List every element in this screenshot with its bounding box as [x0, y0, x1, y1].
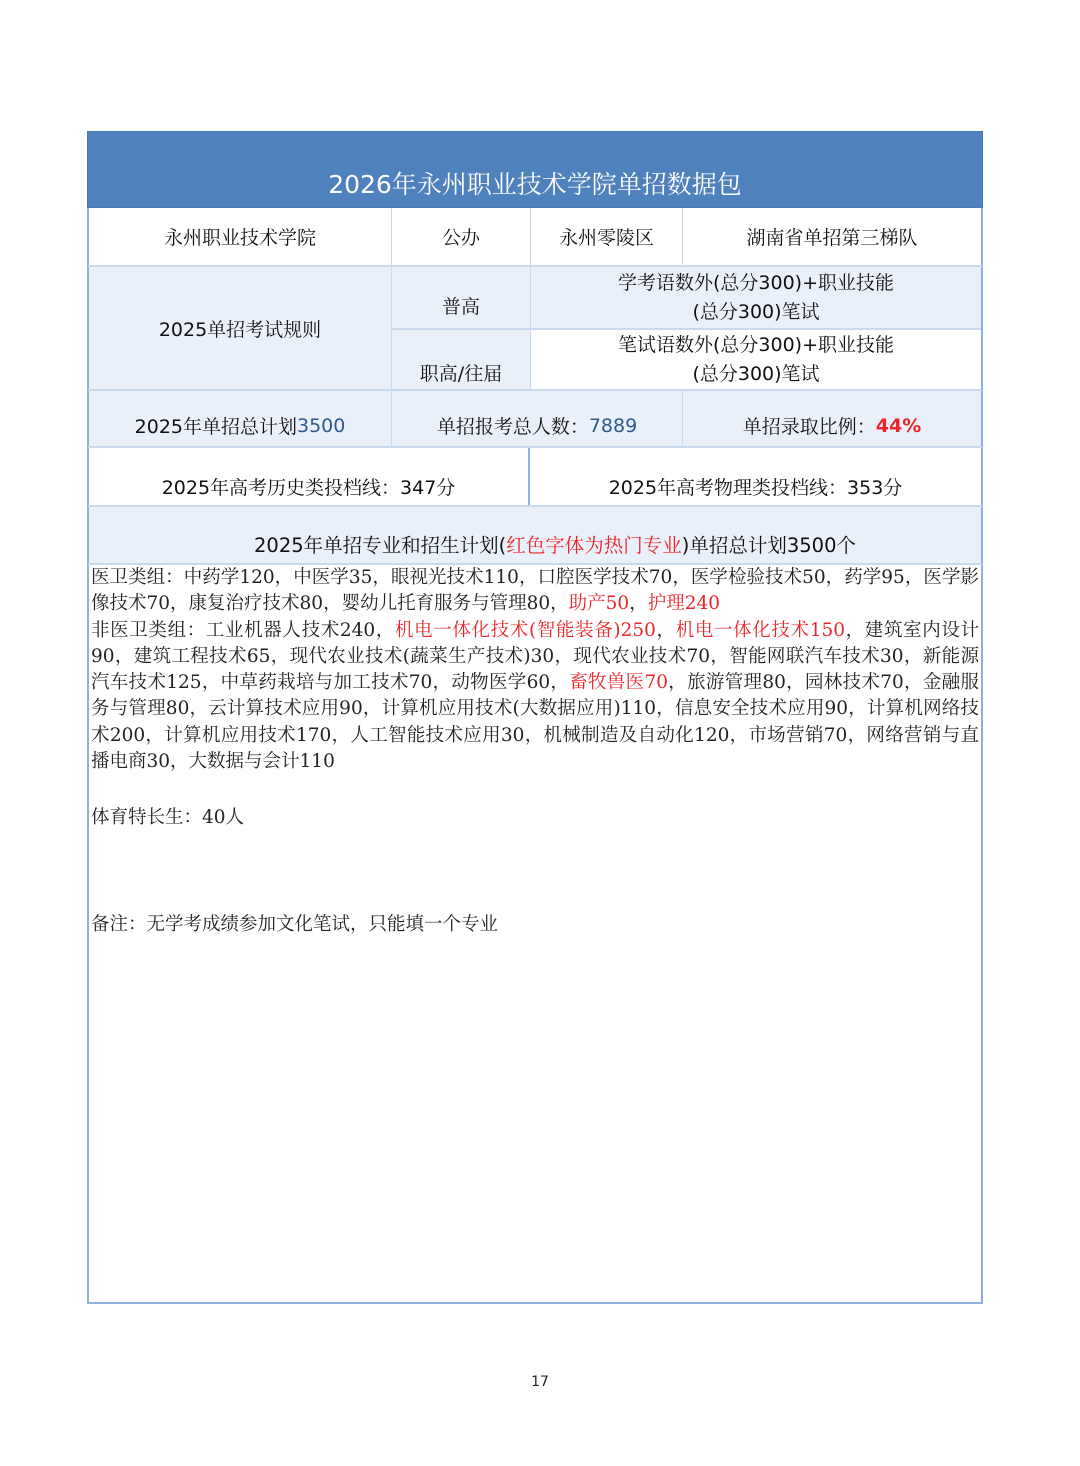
applicants-label: 单招报考总人数： — [436, 416, 589, 438]
major-list: ，旅游管理80，园林技术70，金融服务与管理80，云计算技术应用90，计算机应用技术(大数据应用)110，信息安全技术应用90，计算机网络技术200，计算机应用技术170，人工智能技术应用30，机械制造及自动化120，市场营销70，网络营销与直播电商30，大数据与会计110 — [91, 672, 979, 773]
majors-header-suffix: )单招总计划3500个 — [681, 534, 856, 557]
hot-major: 机电一体化技术150 — [675, 619, 846, 641]
majors-header-row — [87, 507, 983, 565]
hot-major: 护理240 — [647, 593, 720, 615]
exam-rule-putong — [392, 267, 981, 330]
exam-content-line: 笔试语数外(总分300)+职业技能 — [617, 333, 894, 356]
history-cutoff: 2025年高考历史类投档线：347分 — [89, 448, 530, 505]
exam-content-line: 学考语数外(总分300)+职业技能 — [617, 271, 894, 294]
major-list: 工业机器人技术240， — [205, 619, 395, 641]
admission-ratio — [683, 391, 981, 446]
admission-ratio-label: 单招录取比例： — [742, 416, 876, 438]
school-info-row — [87, 208, 983, 267]
hot-major: 机电一体化技术(智能装备)250 — [394, 619, 656, 641]
admission-ratio-value: 44% — [875, 414, 922, 437]
major-list: 中药学120，中医学35，眼视光技术110，口腔医学技术70，医学检验技术50，药学95，医学影像技术70，康复治疗技术80，婴幼儿托育服务与管理80， — [91, 567, 979, 615]
group-label: 非医卫类组： — [91, 619, 206, 641]
medical-group — [91, 565, 979, 618]
applicants-value: 7889 — [588, 414, 638, 437]
stats-row — [87, 391, 983, 448]
exam-rules-label: 2025单招考试规则 — [89, 267, 392, 389]
total-plan-value: 3500 — [297, 414, 346, 437]
exam-content-line: (总分300)笔试 — [692, 362, 820, 385]
exam-category: 职高/往届 — [392, 330, 531, 389]
exam-rules-row — [87, 267, 983, 391]
exam-content-line: (总分300)笔试 — [692, 300, 820, 323]
sports-quota: 体育特长生：40人 — [91, 807, 245, 829]
hot-majors-note: 红色字体为热门专业 — [506, 534, 682, 557]
non-medical-group — [91, 618, 979, 776]
hot-major: 畜牧兽医70 — [569, 672, 668, 694]
school-tier: 湖南省单招第三梯队 — [746, 227, 918, 249]
cutoff-row — [87, 448, 983, 507]
page-number: 17 — [531, 1374, 549, 1390]
majors-header — [89, 507, 981, 563]
remark: 备注：无学考成绩参加文化笔试，只能填一个专业 — [91, 913, 499, 935]
exam-category: 普高 — [392, 267, 531, 328]
exam-content — [531, 267, 981, 328]
exam-content — [531, 330, 981, 389]
applicants — [392, 391, 683, 446]
major-list: ，建筑室内设计90，建筑工程技术65，现代农业技术(蔬菜生产技术)30，现代农业技术70，智能网联汽车技术30，新能源汽车技术125，中草药栽培与加工技术70，动物医学60， — [91, 619, 980, 694]
total-plan — [89, 391, 392, 446]
total-plan-label: 2025年单招总计划 — [134, 416, 297, 438]
data-sheet — [87, 131, 983, 1304]
school-type: 公办 — [392, 208, 531, 265]
majors-header-prefix: 2025年单招专业和招生计划( — [254, 534, 507, 557]
exam-rules-detail — [392, 267, 981, 389]
school-name: 永州职业技术学院 — [89, 208, 392, 265]
physics-cutoff: 2025年高考物理类投档线：353分 — [608, 477, 903, 499]
separator: ， — [655, 619, 676, 641]
majors-body — [87, 565, 983, 1304]
school-location: 永州零陵区 — [531, 208, 683, 265]
group-label: 医卫类组： — [91, 567, 184, 588]
hot-major: 助产50 — [568, 593, 630, 615]
exam-rule-zhigao — [392, 330, 981, 389]
separator: ， — [629, 593, 648, 615]
page-title: 2026年永州职业技术学院单招数据包 — [87, 131, 983, 208]
